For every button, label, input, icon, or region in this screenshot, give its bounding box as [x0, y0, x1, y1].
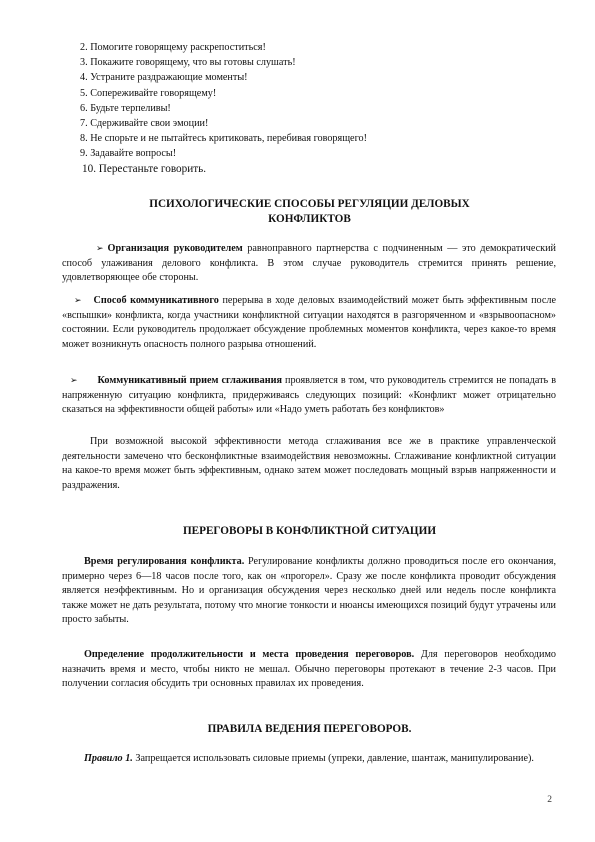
arrow-bullet-icon: ➢: [96, 243, 104, 253]
list-item: 9. Задавайте вопросы!: [80, 148, 177, 160]
term-duration-place: Определение продолжительности и места проведения переговоров.: [84, 649, 415, 660]
page-number: 2: [547, 795, 552, 805]
paragraph-smoothing: ➢ Коммуникативный прием сглаживания проявляется в том, что руководитель стремится не попадать в напряженную ситуацию конфликта, придерживаясь следующих позиций: «Конфликт может отрицательно сказаться на эффективности общей работы» или «Надо уметь работать без конфликтов»: [62, 375, 556, 416]
arrow-bullet-icon: ➢: [74, 295, 82, 305]
paragraph-smoothing-efficiency: При возможной высокой эффективности метода сглаживания все же в практике управленческой деятельности замечено что бесконфликтные взаимодействия невозможны. Сглаживание конфликтной ситуации на какое-то время может быть эффективным, однако затем может последовать мощный взрыв напряженности и раздражения.: [62, 436, 556, 491]
list-item: 7. Сдерживайте свои эмоции!: [80, 118, 209, 130]
paragraph-communicative-break: ➢ Способ коммуникативного перерыва в ходе деловых взаимодействий может быть эффективным после «вспышки» конфликта, когда участники конфликтной ситуации находятся в разгоряченном и «взрывоопасном» состоянии. Если руководитель продолжает обсуждение проблемных моментов конфликта, через какое-то время может возникнуть опасность полного разрыва отношений.: [62, 295, 556, 350]
list-item: 3. Покажите говорящему, что вы готовы слушать!: [80, 57, 296, 69]
paragraph-organization: ➢ Организация руководителем равноправного партнерства с подчиненным — это демократический способ улаживания делового конфликта. В этом случае руководитель стремится принять решение, удовлетворяющее обе стороны.: [62, 243, 556, 284]
term-regulation-time: Время регулирования конфликта.: [84, 556, 245, 567]
rule-1-label: Правило 1.: [84, 753, 133, 764]
section-heading-regulation: ПСИХОЛОГИЧЕСКИЕ СПОСОБЫ РЕГУЛЯЦИИ ДЕЛОВЫХ КОНФЛИКТОВ: [149, 198, 470, 225]
list-item: 10. Перестаньте говорить.: [82, 162, 207, 175]
section-heading-rules: ПРАВИЛА ВЕДЕНИЯ ПЕРЕГОВОРОВ.: [207, 723, 412, 735]
list-item: 4. Устраните раздражающие моменты!: [80, 72, 248, 84]
section-heading-negotiations: ПЕРЕГОВОРЫ В КОНФЛИКТНОЙ СИТУАЦИИ: [182, 525, 437, 537]
paragraph-regulation-time: Время регулирования конфликта. Регулирование конфликты должно проводиться после его окончания, примерно через 6—18 часов после того, как он «прогорел». Сразу же после конфликта проводит обсуждения является неэффективным. Но и организация обсуждения через несколько дней или недель после конфликта также может не дать результата, потому что многие тонкости и нюансы имеющихся позиций будут утрачены или просто забыты.: [62, 556, 556, 626]
arrow-bullet-icon: ➢: [70, 375, 78, 385]
list-item: 2. Помогите говорящему раскрепоститься!: [80, 42, 266, 53]
term-organization: Организация руководителем: [107, 243, 243, 254]
term-smoothing: Коммуникативный прием сглаживания: [97, 375, 283, 386]
term-communicative-break: Способ коммуникативного: [93, 295, 219, 306]
list-item: 8. Не спорьте и не пытайтесь критиковать, перебивая говорящего!: [80, 133, 367, 145]
numbered-list: [80, 40, 367, 177]
paragraph-rule-1: Правило 1. Запрещается использовать силовые приемы (упреки, давление, шантаж, манипулирование).: [84, 753, 534, 764]
list-item: 6. Будьте терпеливы!: [80, 102, 171, 114]
list-item: 5. Сопереживайте говорящему!: [80, 87, 217, 99]
paragraph-duration-place: Определение продолжительности и места проведения переговоров. Для переговоров необходимо назначить время и место, чтобы никто не мешал. Обычно переговоры протекают в течение 2-3 часов. При получении согласия обсудить три основных правилах их проведения.: [62, 649, 556, 690]
